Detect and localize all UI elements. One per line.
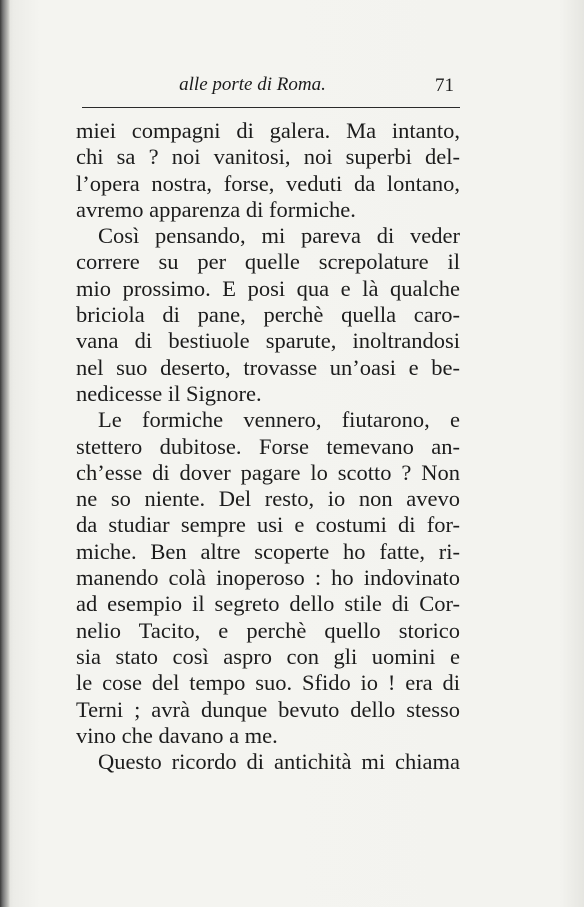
text-line: Le formiche vennero, fiutarono, e (98, 407, 460, 433)
text-line: chi sa ? noi vanitosi, noi superbi del- (76, 144, 460, 170)
text-line: nel suo deserto, trovasse un’oasi e be- (76, 354, 460, 380)
text-line: vana di bestiuole sparute, inoltrandosi (76, 328, 460, 354)
text-line: manendo colà inoperoso : ho indovinato (76, 565, 460, 591)
text-line: Così pensando, mi pareva di veder (98, 223, 460, 249)
text-line: da studiar sempre usi e costumi di for- (76, 512, 460, 538)
text-line: miche. Ben altre scoperte ho fatte, ri- (76, 538, 460, 564)
text-line: Terni ; avrà dunque bevuto dello stesso (76, 696, 460, 722)
text-line: ad esempio il segreto dello stile di Cor- (76, 591, 460, 617)
text-line: stettero dubitose. Forse temevano an- (76, 433, 460, 459)
text-line: sia stato così aspro con gli uomini e (76, 643, 460, 669)
text-line: correre su per quelle screpolature il (76, 249, 460, 275)
text-line: Questo ricordo di antichità mi chiama (98, 749, 460, 775)
text-line: vino che davano a me. (76, 722, 278, 748)
body-text (76, 118, 460, 775)
text-line: avremo apparenza di formiche. (76, 196, 356, 222)
text-line: miei compagni di galera. Ma intanto, (76, 118, 460, 143)
text-line: mio prossimo. E posi qua e là qualche (76, 275, 460, 301)
page-number: 71 (435, 75, 454, 96)
header-rule (82, 107, 460, 108)
binding-edge (0, 0, 10, 907)
text-line: nedicesse il Signore. (76, 380, 262, 406)
text-line: ne so niente. Del resto, io non avevo (76, 486, 460, 512)
page-header (80, 74, 460, 102)
running-title: alle porte di Roma. (179, 74, 326, 95)
text-line: nelio Tacito, e perchè quello storico (76, 617, 460, 643)
text-line: le cose del tempo suo. Sfido io ! era di (76, 670, 460, 696)
text-line: ch’esse di dover pagare lo scotto ? Non (76, 459, 460, 485)
text-line: briciola di pane, perchè quella caro- (76, 302, 460, 328)
text-line: l’opera nostra, forse, veduti da lontano, (76, 170, 460, 196)
